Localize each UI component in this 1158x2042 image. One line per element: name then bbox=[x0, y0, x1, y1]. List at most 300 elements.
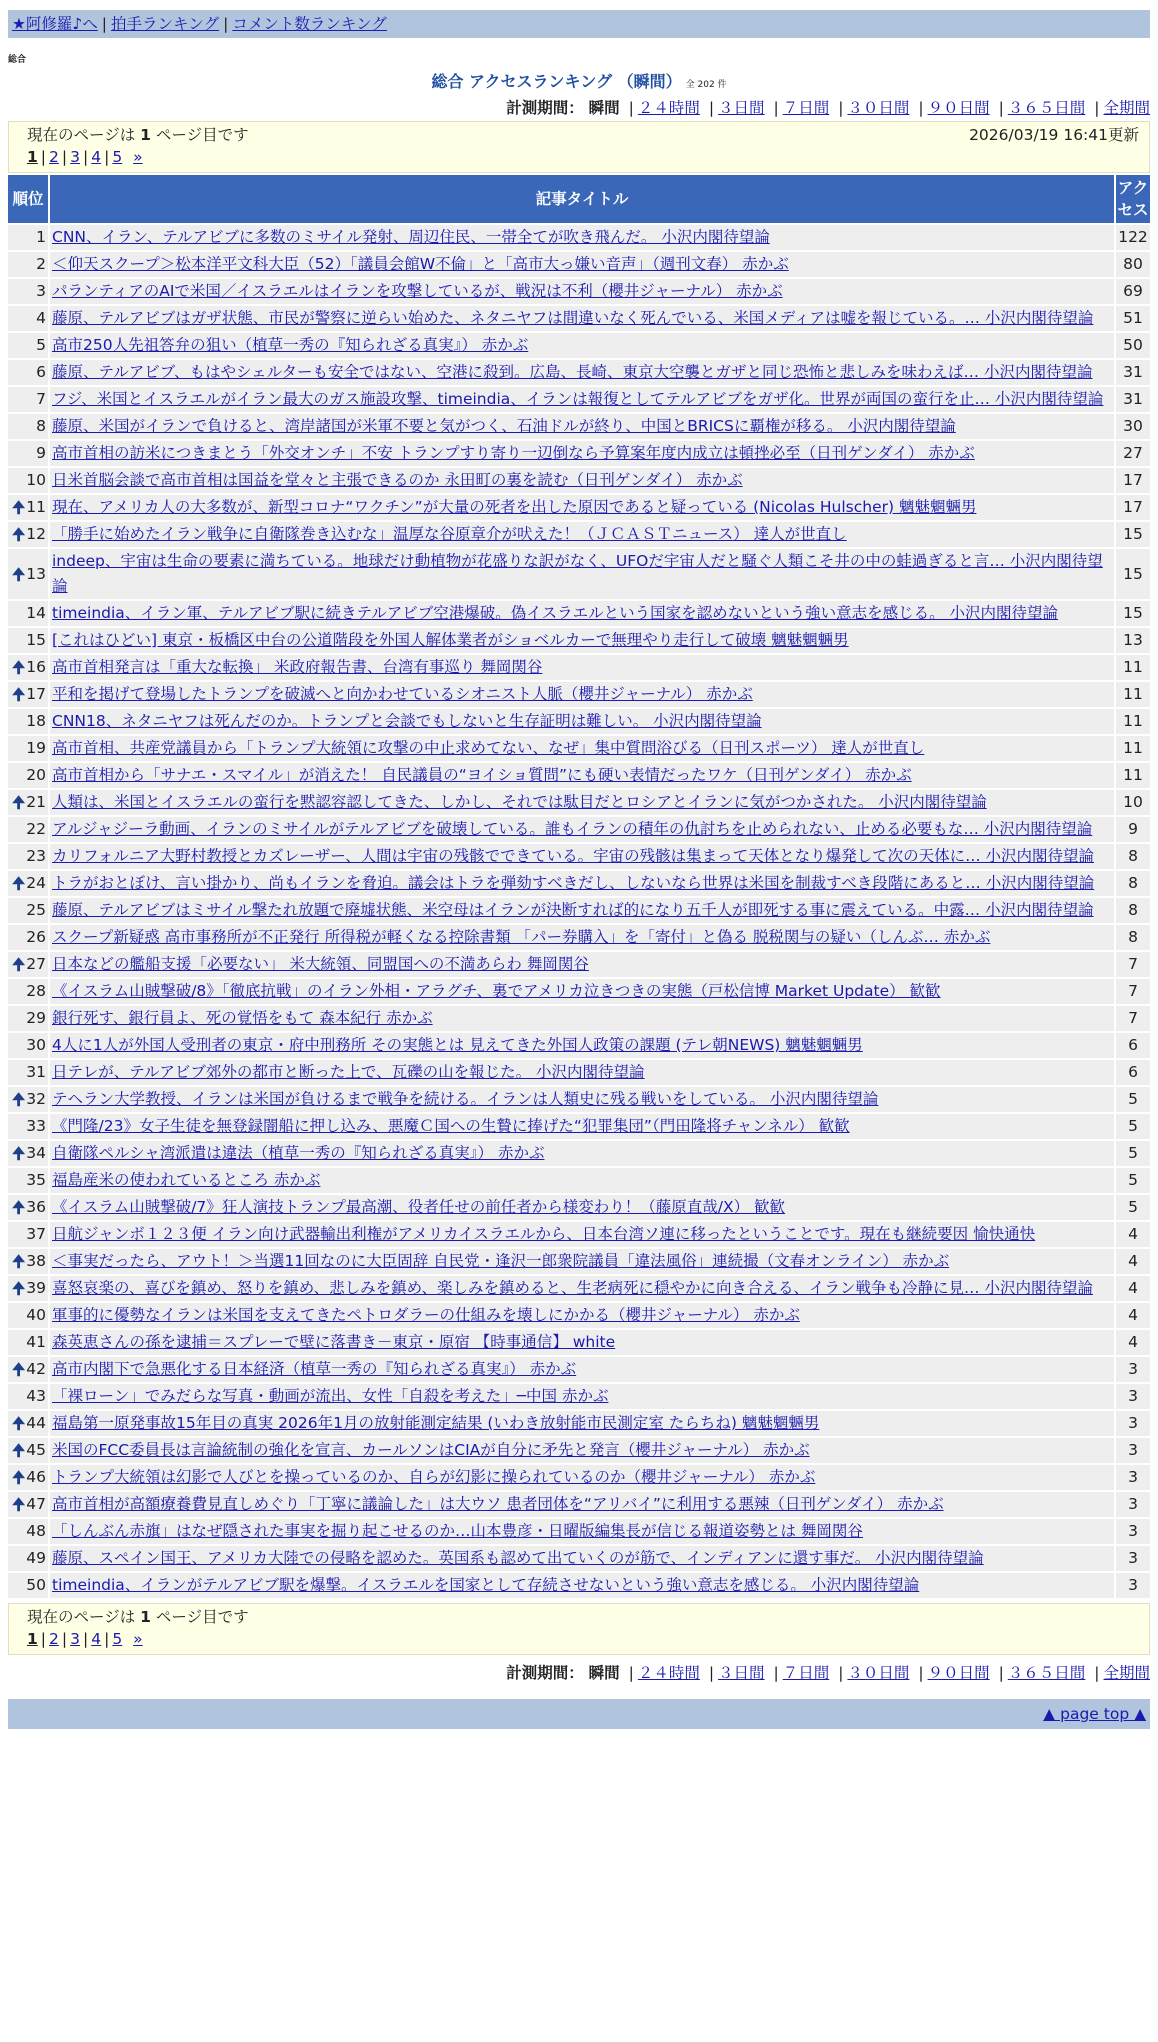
rank-cell bbox=[8, 522, 48, 547]
table-row bbox=[8, 1303, 1150, 1328]
rank-number: 38 bbox=[26, 1252, 46, 1270]
article-title-link[interactable]: ＜仰天スクープ＞松本洋平文科大臣（52）「議員会館W不倫」と「高市大っ嫌い音声」（週刊文春） 赤かぶ bbox=[52, 255, 789, 273]
pager-next-link[interactable]: » bbox=[133, 1630, 143, 1648]
access-count: 50 bbox=[1116, 333, 1150, 358]
pager-separator: | bbox=[83, 148, 89, 166]
header-title: 記事タイトル bbox=[50, 175, 1114, 223]
title-cell bbox=[50, 1222, 1114, 1247]
rank-up-arrow-icon: 🠉 bbox=[12, 1441, 26, 1460]
rank-cell bbox=[8, 790, 48, 815]
access-count: 122 bbox=[1116, 225, 1150, 250]
period-separator: | bbox=[918, 1664, 924, 1682]
rank-up-arrow-icon: 🠉 bbox=[12, 1090, 26, 1109]
pager-current: 1 bbox=[27, 148, 38, 166]
title-cell bbox=[50, 763, 1114, 788]
access-count: 4 bbox=[1116, 1303, 1150, 1328]
table-row bbox=[8, 1465, 1150, 1490]
nav-link-asyura[interactable]: ★阿修羅♪へ bbox=[12, 15, 98, 33]
table-row bbox=[8, 628, 1150, 653]
table-row bbox=[8, 1573, 1150, 1598]
rank-up-arrow-icon: 🠉 bbox=[12, 874, 26, 893]
title-cell bbox=[50, 1087, 1114, 1112]
pager-separator: | bbox=[83, 1630, 89, 1648]
rank-up-arrow-icon: 🠉 bbox=[12, 685, 26, 704]
title-cell bbox=[50, 1438, 1114, 1463]
rank-up-arrow-icon: 🠉 bbox=[12, 564, 26, 584]
table-row bbox=[8, 333, 1150, 358]
article-title-link[interactable]: CNN、イラン、テルアビブに多数のミサイル発射、周辺住民、一帯全てが吹き飛んだ。 小沢内閣待望論 bbox=[52, 228, 770, 246]
rank-cell bbox=[8, 252, 48, 277]
article-title-link[interactable]: 高市首相から「サナエ・スマイル」が消えた！ 自民議員の“ヨイショ質問”にも硬い表情だったワケ（日刊ゲンダイ） 赤かぶ bbox=[52, 766, 912, 784]
access-count: 69 bbox=[1116, 279, 1150, 304]
rank-number: 7 bbox=[36, 390, 46, 408]
rank-number: 42 bbox=[26, 1360, 46, 1378]
rank-number: 22 bbox=[26, 820, 46, 838]
period-separator: | bbox=[1094, 99, 1100, 117]
access-count: 8 bbox=[1116, 925, 1150, 950]
title-cell bbox=[50, 709, 1114, 734]
title-cell bbox=[50, 1546, 1114, 1571]
period-link-30d[interactable]: ３０日間 bbox=[847, 99, 910, 117]
pager-link-3[interactable]: 3 bbox=[70, 148, 81, 166]
rank-up-arrow-icon: 🠉 bbox=[12, 1414, 26, 1433]
access-count: 15 bbox=[1116, 601, 1150, 626]
table-row bbox=[8, 1276, 1150, 1301]
article-title-link[interactable]: 高市首相、共産党議員から「トランプ大統領に攻撃の中止求めてない、なぜ」集中質問浴びる（日刊スポーツ） 達人が世直し bbox=[52, 739, 925, 757]
table-row bbox=[8, 1357, 1150, 1382]
article-title-link[interactable]: 福島産米の使われているところ 赤かぶ bbox=[52, 1171, 321, 1189]
access-count: 51 bbox=[1116, 306, 1150, 331]
article-title-link[interactable]: 藤原、テルアビブはガザ状態、市民が警察に逆らい始めた、ネタニヤフは間違いなく死んでいる、米国メディアは嘘を報じている。… 小沢内閣待望論 bbox=[52, 309, 1094, 327]
article-title-link[interactable]: 森英恵さんの孫を逮捕＝スプレーで壁に落書き－東京・原宿 【時事通信】 white bbox=[52, 1333, 616, 1351]
title-cell bbox=[50, 1492, 1114, 1517]
table-row bbox=[8, 360, 1150, 385]
rank-number: 15 bbox=[26, 631, 46, 649]
access-count: 4 bbox=[1116, 1330, 1150, 1355]
rank-number: 9 bbox=[36, 444, 46, 462]
rank-cell bbox=[8, 736, 48, 761]
rank-cell bbox=[8, 952, 48, 977]
period-link-24h[interactable]: ２４時間 bbox=[637, 99, 700, 117]
title-cell bbox=[50, 1330, 1114, 1355]
title-cell bbox=[50, 414, 1114, 439]
period-separator: | bbox=[918, 99, 924, 117]
title-cell bbox=[50, 252, 1114, 277]
access-count: 7 bbox=[1116, 979, 1150, 1004]
article-title-link[interactable]: 福島第一原発事故15年目の真実 2026年1月の放射能測定結果 (いわき放射能市民測定室 たらちね) 魑魅魍魎男 bbox=[52, 1414, 820, 1432]
title-cell bbox=[50, 387, 1114, 412]
article-title-link[interactable]: timeindia、イランがテルアビブ駅を爆撃。イスラエルを国家として存続させないという強い意志を感じる。 小沢内閣待望論 bbox=[52, 1576, 920, 1594]
title-cell bbox=[50, 628, 1114, 653]
table-row bbox=[8, 682, 1150, 707]
rank-cell bbox=[8, 414, 48, 439]
page-title: 総合 アクセスランキング （瞬間） bbox=[431, 72, 682, 91]
table-row bbox=[8, 1384, 1150, 1409]
rank-number: 16 bbox=[26, 658, 46, 676]
page-info-suffix: ページ目です bbox=[155, 126, 249, 144]
article-title-link[interactable]: アルジャジーラ動画、イランのミサイルがテルアビブを破壊している。誰もイランの積年の仇討ちを止められない、止める必要もな… 小沢内閣待望論 bbox=[52, 820, 1093, 838]
page-info-number: 1 bbox=[140, 126, 151, 144]
pager-link-5[interactable]: 5 bbox=[112, 1630, 123, 1648]
period-link-3d[interactable]: ３日間 bbox=[718, 99, 765, 117]
title-cell bbox=[50, 306, 1114, 331]
pager-link-4[interactable]: 4 bbox=[91, 1630, 102, 1648]
period-current: 瞬間 bbox=[588, 1664, 620, 1682]
rank-cell bbox=[8, 628, 48, 653]
rank-up-arrow-icon: 🠉 bbox=[12, 1468, 26, 1487]
title-cell bbox=[50, 333, 1114, 358]
article-title-link[interactable]: 米国のFCC委員長は言論統制の強化を宣言、カールソンはCIAが自分に矛先と発言（櫻井ジャーナル） 赤かぶ bbox=[52, 1441, 810, 1459]
article-title-link[interactable]: 高市250人先祖答弁の狙い（植草一秀の『知られざる真実』） 赤かぶ bbox=[52, 336, 529, 354]
rank-cell bbox=[8, 1411, 48, 1436]
period-link-365d[interactable]: ３６５日間 bbox=[1007, 99, 1086, 117]
rank-number: 10 bbox=[26, 471, 46, 489]
rank-cell bbox=[8, 763, 48, 788]
article-title-link[interactable]: 日テレが、テルアビブ郊外の都市と断った上で、瓦礫の山を報じた。 小沢内閣待望論 bbox=[52, 1063, 645, 1081]
period-separator: | bbox=[1094, 1664, 1100, 1682]
pager-next-link[interactable]: » bbox=[133, 148, 143, 166]
article-title-link[interactable]: 藤原、テルアビブはミサイル撃たれ放題で廃墟状態、米空母はイランが決断すれば的になり五千人が即死する事に震えている。中露… 小沢内閣待望論 bbox=[52, 901, 1094, 919]
title-cell bbox=[50, 1060, 1114, 1085]
article-title-link[interactable]: フジ、米国とイスラエルがイラン最大のガス施設攻撃、timeindia、イランは報復としてテルアビブをガザ化。世界が両国の蛮行を止… 小沢内閣待望論 bbox=[52, 390, 1104, 408]
period-link-7d[interactable]: ７日間 bbox=[782, 1664, 830, 1682]
access-count: 3 bbox=[1116, 1384, 1150, 1409]
title-cell bbox=[50, 522, 1114, 547]
rank-number: 47 bbox=[26, 1495, 46, 1513]
table-row bbox=[8, 468, 1150, 493]
period-separator: | bbox=[708, 1664, 715, 1682]
title-cell bbox=[50, 655, 1114, 680]
period-selector-top bbox=[8, 96, 1150, 118]
title-cell bbox=[50, 549, 1114, 599]
rank-number: 46 bbox=[26, 1468, 46, 1486]
title-cell bbox=[50, 1276, 1114, 1301]
nav-separator: | bbox=[101, 15, 108, 33]
article-title-link[interactable]: 日米首脳会談で高市首相は国益を堂々と主張できるのか 永田町の裏を読む（日刊ゲンダイ） 赤かぶ bbox=[52, 471, 743, 489]
access-count: 8 bbox=[1116, 898, 1150, 923]
rank-number: 50 bbox=[26, 1576, 46, 1594]
article-title-link[interactable]: 藤原、スペイン国王、アメリカ大陸での侵略を認めた。英国系も認めて出ていくのが筋で、インディアンに還す事だ。 小沢内閣待望論 bbox=[52, 1549, 984, 1567]
table-row bbox=[8, 1411, 1150, 1436]
rank-cell bbox=[8, 1114, 48, 1139]
rank-cell bbox=[8, 1033, 48, 1058]
access-count: 3 bbox=[1116, 1519, 1150, 1544]
rank-number: 33 bbox=[26, 1117, 46, 1135]
rank-number: 32 bbox=[26, 1090, 46, 1108]
article-title-link[interactable]: ＜事実だったら、アウト！＞当選11回なのに大臣固辞 自民党・逢沢一郎衆院議員「違法風俗」連続撮（文春オンライン） 赤かぶ bbox=[52, 1252, 950, 1270]
table-row bbox=[8, 1060, 1150, 1085]
title-cell bbox=[50, 1006, 1114, 1031]
table-row bbox=[8, 709, 1150, 734]
pager-link-4[interactable]: 4 bbox=[91, 148, 102, 166]
article-title-link[interactable]: 銀行死す、銀行員よ、死の覚悟をもて 森本紀行 赤かぶ bbox=[52, 1009, 433, 1027]
nav-link-clap-ranking[interactable]: 拍手ランキング bbox=[111, 15, 220, 33]
header-rank: 順位 bbox=[8, 175, 48, 223]
pager-box-top bbox=[8, 121, 1150, 173]
rank-cell bbox=[8, 441, 48, 466]
period-link-24h[interactable]: ２４時間 bbox=[637, 1664, 700, 1682]
rank-up-arrow-icon: 🠉 bbox=[12, 1279, 26, 1298]
rank-cell bbox=[8, 495, 48, 520]
rank-cell bbox=[8, 1141, 48, 1166]
rank-cell bbox=[8, 1006, 48, 1031]
access-count: 11 bbox=[1116, 709, 1150, 734]
nav-link-comment-ranking[interactable]: コメント数ランキング bbox=[232, 15, 387, 33]
access-count: 7 bbox=[1116, 1006, 1150, 1031]
period-link-all[interactable]: 全期間 bbox=[1103, 99, 1150, 117]
rank-number: 26 bbox=[26, 928, 46, 946]
pager-link-3[interactable]: 3 bbox=[70, 1630, 81, 1648]
access-count: 3 bbox=[1116, 1546, 1150, 1571]
title-cell bbox=[50, 1033, 1114, 1058]
title-cell bbox=[50, 1411, 1114, 1436]
rank-number: 20 bbox=[26, 766, 46, 784]
access-count: 13 bbox=[1116, 628, 1150, 653]
period-label: 計測期間： bbox=[506, 99, 584, 117]
rank-cell bbox=[8, 1438, 48, 1463]
access-count: 4 bbox=[1116, 1222, 1150, 1247]
article-title-link[interactable]: 《門隆/23》女子生徒を無登録闇船に押し込み、悪魔Ｃ国への生贄に捧げた“犯罪集団”（門田隆将チャンネル） 歓歓 bbox=[52, 1117, 850, 1135]
article-title-link[interactable]: indeep、宇宙は生命の要素に満ちている。地球だけ動植物が花盛りな訳がなく、UFOだ宇宙人だと騒ぐ人類こそ井の中の蛙過ぎると言… 小沢内閣待望論 bbox=[52, 552, 1103, 595]
rank-number: 5 bbox=[36, 336, 46, 354]
title-cell bbox=[50, 360, 1114, 385]
footer-bar bbox=[8, 1699, 1150, 1729]
pager-separator bbox=[125, 1630, 130, 1648]
pager-box-bottom bbox=[8, 1603, 1150, 1655]
period-separator: | bbox=[773, 1664, 779, 1682]
article-title-link[interactable]: 高市首相が高額療養費見直しめぐり「丁寧に議論した」は大ウソ 患者団体を“アリバイ”に利用する悪辣（日刊ゲンダイ） 赤かぶ bbox=[52, 1495, 944, 1513]
rank-cell bbox=[8, 979, 48, 1004]
period-link-90d[interactable]: ９０日間 bbox=[927, 99, 990, 117]
title-cell bbox=[50, 871, 1114, 896]
title-cell bbox=[50, 736, 1114, 761]
access-count: 30 bbox=[1116, 414, 1150, 439]
article-title-link[interactable]: 現在、アメリカ人の大多数が、新型コロナ“ワクチン”が大量の死者を出した原因であると疑っている (Nicolas Hulscher) 魑魅魍魎男 bbox=[52, 498, 977, 516]
title-cell bbox=[50, 1519, 1114, 1544]
page-top-link[interactable]: ▲ page top ▲ bbox=[1043, 1705, 1146, 1723]
pager-link-2[interactable]: 2 bbox=[49, 1630, 59, 1648]
title-cell bbox=[50, 1168, 1114, 1193]
article-title-link[interactable]: 日本などの艦船支援「必要ない」 米大統領、同盟国への不満あらわ 舞岡関谷 bbox=[52, 955, 589, 973]
table-row bbox=[8, 736, 1150, 761]
period-link-90d[interactable]: ９０日間 bbox=[927, 1664, 990, 1682]
access-count: 7 bbox=[1116, 952, 1150, 977]
rank-cell bbox=[8, 279, 48, 304]
rank-cell bbox=[8, 1249, 48, 1274]
article-title-link[interactable]: 高市首相発言は「重大な転換」 米政府報告書、台湾有事巡り 舞岡関谷 bbox=[52, 658, 543, 676]
title-cell bbox=[50, 1465, 1114, 1490]
pager-link-2[interactable]: 2 bbox=[49, 148, 59, 166]
table-row bbox=[8, 1168, 1150, 1193]
rank-up-arrow-icon: 🠉 bbox=[12, 955, 26, 974]
access-count: 11 bbox=[1116, 655, 1150, 680]
rank-number: 11 bbox=[26, 498, 46, 516]
rank-up-arrow-icon: 🠉 bbox=[12, 1495, 26, 1514]
article-title-link[interactable]: [これはひどい] 東京・板橋区中台の公道階段を外国人解体業者がショベルカーで無理やり走行して破壊 魑魅魍魎男 bbox=[52, 631, 849, 649]
pager-separator: | bbox=[61, 148, 68, 166]
period-label: 計測期間： bbox=[506, 1664, 584, 1682]
table-row bbox=[8, 1546, 1150, 1571]
title-cell bbox=[50, 790, 1114, 815]
article-title-link[interactable]: 高市内閣下で急悪化する日本経済（植草一秀の『知られざる真実』） 赤かぶ bbox=[52, 1360, 577, 1378]
table-row bbox=[8, 1249, 1150, 1274]
rank-number: 25 bbox=[26, 901, 46, 919]
article-title-link[interactable]: 自衛隊ペルシャ湾派遣は違法（植草一秀の『知られざる真実』） 赤かぶ bbox=[52, 1144, 545, 1162]
access-count: 31 bbox=[1116, 387, 1150, 412]
table-header-row bbox=[8, 175, 1150, 223]
rank-cell bbox=[8, 682, 48, 707]
article-title-link[interactable]: テヘラン大学教授、イランは米国が負けるまで戦争を続ける。イランは人類史に残る戦いをしている。 小沢内閣待望論 bbox=[52, 1090, 879, 1108]
period-separator: | bbox=[998, 1664, 1004, 1682]
rank-cell bbox=[8, 844, 48, 869]
rank-number: 8 bbox=[36, 417, 46, 435]
access-count: 3 bbox=[1116, 1492, 1150, 1517]
rank-up-arrow-icon: 🠉 bbox=[12, 525, 26, 544]
table-row bbox=[8, 979, 1150, 1004]
article-title-link[interactable]: 《イスラム山賊撃破/8》「徹底抗戦」のイラン外相・アラグチ、裏でアメリカ泣きつきの実態（戸松信博 Market Update） 歓歓 bbox=[52, 982, 941, 1000]
rank-cell bbox=[8, 387, 48, 412]
rank-number: 28 bbox=[26, 982, 46, 1000]
rank-number: 27 bbox=[26, 955, 46, 973]
ranking-table-body bbox=[8, 225, 1150, 1598]
rank-number: 6 bbox=[36, 363, 46, 381]
article-title-link[interactable]: 平和を掲げて登場したトランプを破滅へと向かわせているシオニスト人脈（櫻井ジャーナル） 赤かぶ bbox=[52, 685, 753, 703]
rank-cell bbox=[8, 1222, 48, 1247]
access-count: 8 bbox=[1116, 871, 1150, 896]
rank-cell bbox=[8, 1276, 48, 1301]
pager-separator bbox=[125, 148, 130, 166]
table-row bbox=[8, 522, 1150, 547]
page-info-suffix: ページ目です bbox=[155, 1608, 249, 1626]
rank-cell bbox=[8, 1546, 48, 1571]
rank-number: 14 bbox=[26, 604, 46, 622]
rank-number: 12 bbox=[26, 525, 46, 543]
period-current: 瞬間 bbox=[588, 99, 620, 117]
article-title-link[interactable]: 藤原、テルアビブ、もはやシェルターも安全ではない、空港に殺到。広島、長崎、東京大空襲とガザと同じ恐怖と悲しみを味わえば… 小沢内閣待望論 bbox=[52, 363, 1093, 381]
page-info-prefix: 現在のページは bbox=[27, 1608, 136, 1626]
title-cell bbox=[50, 279, 1114, 304]
rank-number: 3 bbox=[36, 282, 46, 300]
table-row bbox=[8, 1141, 1150, 1166]
access-count: 3 bbox=[1116, 1465, 1150, 1490]
article-title-link[interactable]: timeindia、イラン軍、テルアビブ駅に続きテルアビブ空港爆破。偽イスラエルという国家を認めないという強い意志を感じる。 小沢内閣待望論 bbox=[52, 604, 1059, 622]
nav-separator: | bbox=[223, 15, 229, 33]
article-title-link[interactable]: パランティアのAIで米国／イスラエルはイランを攻撃しているが、戦況は不利（櫻井ジャーナル） 赤かぶ bbox=[52, 282, 783, 300]
article-title-link[interactable]: 「勝手に始めたイラン戦争に自衛隊巻き込むな」温厚な谷原章介が吠えた！（ＪＣＡＳＴニュース） 達人が世直し bbox=[52, 525, 847, 543]
access-count: 11 bbox=[1116, 763, 1150, 788]
article-title-link[interactable]: トラがおとぼけ、言い掛かり、尚もイランを脅迫。議会はトラを弾劾すべきだし、しないなら世界は米国を制裁すべき段階にあると… 小沢内閣待望論 bbox=[52, 874, 1095, 892]
period-separator: | bbox=[998, 99, 1004, 117]
rank-cell bbox=[8, 1573, 48, 1598]
period-link-30d[interactable]: ３０日間 bbox=[847, 1664, 910, 1682]
access-count: 10 bbox=[1116, 790, 1150, 815]
period-link-3d[interactable]: ３日間 bbox=[718, 1664, 765, 1682]
pager-link-5[interactable]: 5 bbox=[112, 148, 123, 166]
title-cell bbox=[50, 441, 1114, 466]
table-row bbox=[8, 1087, 1150, 1112]
title-cell bbox=[50, 1114, 1114, 1139]
table-row bbox=[8, 387, 1150, 412]
period-link-365d[interactable]: ３６５日間 bbox=[1007, 1664, 1086, 1682]
period-link-7d[interactable]: ７日間 bbox=[782, 99, 830, 117]
title-cell bbox=[50, 682, 1114, 707]
access-count: 11 bbox=[1116, 736, 1150, 761]
table-row bbox=[8, 252, 1150, 277]
access-count: 27 bbox=[1116, 441, 1150, 466]
rank-number: 36 bbox=[26, 1198, 46, 1216]
pager-current: 1 bbox=[27, 1630, 38, 1648]
pager-separator: | bbox=[40, 148, 47, 166]
rank-number: 34 bbox=[26, 1144, 46, 1162]
period-separator: | bbox=[708, 99, 715, 117]
rank-number: 44 bbox=[26, 1414, 46, 1432]
page-title-row bbox=[0, 69, 1158, 92]
rank-cell bbox=[8, 1087, 48, 1112]
page-info-bottom bbox=[27, 1606, 249, 1628]
category-label: 総合 bbox=[8, 55, 27, 65]
title-cell bbox=[50, 1357, 1114, 1382]
table-row bbox=[8, 1330, 1150, 1355]
title-cell bbox=[50, 1303, 1114, 1328]
table-row bbox=[8, 495, 1150, 520]
table-row bbox=[8, 655, 1150, 680]
rank-number: 35 bbox=[26, 1171, 46, 1189]
title-cell bbox=[50, 1141, 1114, 1166]
article-title-link[interactable]: 「裸ローン」でみだらな写真・動画が流出、女性「自殺を考えた」─中国 赤かぶ bbox=[52, 1387, 609, 1405]
article-title-link[interactable]: トランプ大統領は幻影で人びとを操っているのか、自らが幻影に操られているのか（櫻井ジャーナル） 赤かぶ bbox=[52, 1468, 816, 1486]
title-cell bbox=[50, 817, 1114, 842]
rank-up-arrow-icon: 🠉 bbox=[12, 498, 26, 517]
article-title-link[interactable]: 「しんぶん赤旗」はなぜ隠された事実を掘り起こせるのか…山本豊彦・日曜版編集長が信じる報道姿勢とは 舞岡関谷 bbox=[52, 1522, 863, 1540]
table-row bbox=[8, 1222, 1150, 1247]
rank-cell bbox=[8, 549, 48, 599]
article-title-link[interactable]: CNN18、ネタニヤフは死んだのか。トランプと会談でもしないと生存証明は難しい。 小沢内閣待望論 bbox=[52, 712, 762, 730]
article-title-link[interactable]: 喜怒哀楽の、喜びを鎮め、怒りを鎮め、悲しみを鎮め、楽しみを鎮めると、生老病死に穏やかに向き合える、イラン戦争も冷静に見… 小沢内閣待望論 bbox=[52, 1279, 1093, 1297]
article-title-link[interactable]: 高市首相の訪米につきまとう「外交オンチ」不安 トランプすり寄り一辺倒なら予算案年度内成立は頓挫必至（日刊ゲンダイ） 赤かぶ bbox=[52, 444, 975, 462]
article-title-link[interactable]: 4人に1人が外国人受刑者の東京・府中刑務所 その実態とは 見えてきた外国人政策の課題 (テレ朝NEWS) 魑魅魍魎男 bbox=[52, 1036, 863, 1054]
article-title-link[interactable]: 日航ジャンボ１２３便 イラン向け武器輸出利権がアメリカイスラエルから、日本台湾ソ連に移ったということです。現在も継続要因 愉快通快 bbox=[52, 1225, 1036, 1243]
rank-number: 37 bbox=[26, 1225, 46, 1243]
rank-cell bbox=[8, 1492, 48, 1517]
access-count: 4 bbox=[1116, 1276, 1150, 1301]
article-title-link[interactable]: カリフォルニア大野村教授とカズレーザー、人間は宇宙の残骸でできている。宇宙の残骸は集まって天体となり爆発して次の天体に… 小沢内閣待望論 bbox=[52, 847, 1095, 865]
access-count: 4 bbox=[1116, 1249, 1150, 1274]
page-info-prefix: 現在のページは bbox=[27, 126, 136, 144]
article-title-link[interactable]: 《イスラム山賊撃破/7》狂人演技トランプ最高潮、役者任せの前任者から様変わり！（藤原直哉/X） 歓歓 bbox=[52, 1198, 786, 1216]
access-count: 17 bbox=[1116, 468, 1150, 493]
article-title-link[interactable]: スクープ新疑惑 高市事務所が不正発行 所得税が軽くなる控除書類 「パー券購入」を「寄付」と偽る 脱税関与の疑い（しんぶ… 赤かぶ bbox=[52, 928, 991, 946]
period-separator: | bbox=[773, 99, 779, 117]
rank-number: 13 bbox=[26, 564, 46, 583]
title-cell bbox=[50, 844, 1114, 869]
rank-number: 21 bbox=[26, 793, 46, 811]
article-title-link[interactable]: 軍事的に優勢なイランは米国を支えてきたペトロダラーの仕組みを壊しにかかる（櫻井ジャーナル） 赤かぶ bbox=[52, 1306, 800, 1324]
rank-cell bbox=[8, 925, 48, 950]
period-link-all[interactable]: 全期間 bbox=[1103, 1664, 1150, 1682]
rank-cell bbox=[8, 468, 48, 493]
header-access: アクセス bbox=[1116, 175, 1150, 223]
article-title-link[interactable]: 藤原、米国がイランで負けると、湾岸諸国が米軍不要と気がつく、石油ドルが終り、中国とBRICSに覇権が移る。 小沢内閣待望論 bbox=[52, 417, 956, 435]
table-row bbox=[8, 763, 1150, 788]
article-title-link[interactable]: 人類は、米国とイスラエルの蛮行を黙認容認してきた、しかし、それでは駄目だとロシアとイランに気がつかされた。 小沢内閣待望論 bbox=[52, 793, 987, 811]
table-row bbox=[8, 952, 1150, 977]
period-separator: | bbox=[838, 1664, 844, 1682]
table-row bbox=[8, 601, 1150, 626]
access-count: 15 bbox=[1116, 549, 1150, 599]
title-cell bbox=[50, 979, 1114, 1004]
pager-bottom bbox=[27, 1628, 1139, 1650]
rank-number: 29 bbox=[26, 1009, 46, 1027]
